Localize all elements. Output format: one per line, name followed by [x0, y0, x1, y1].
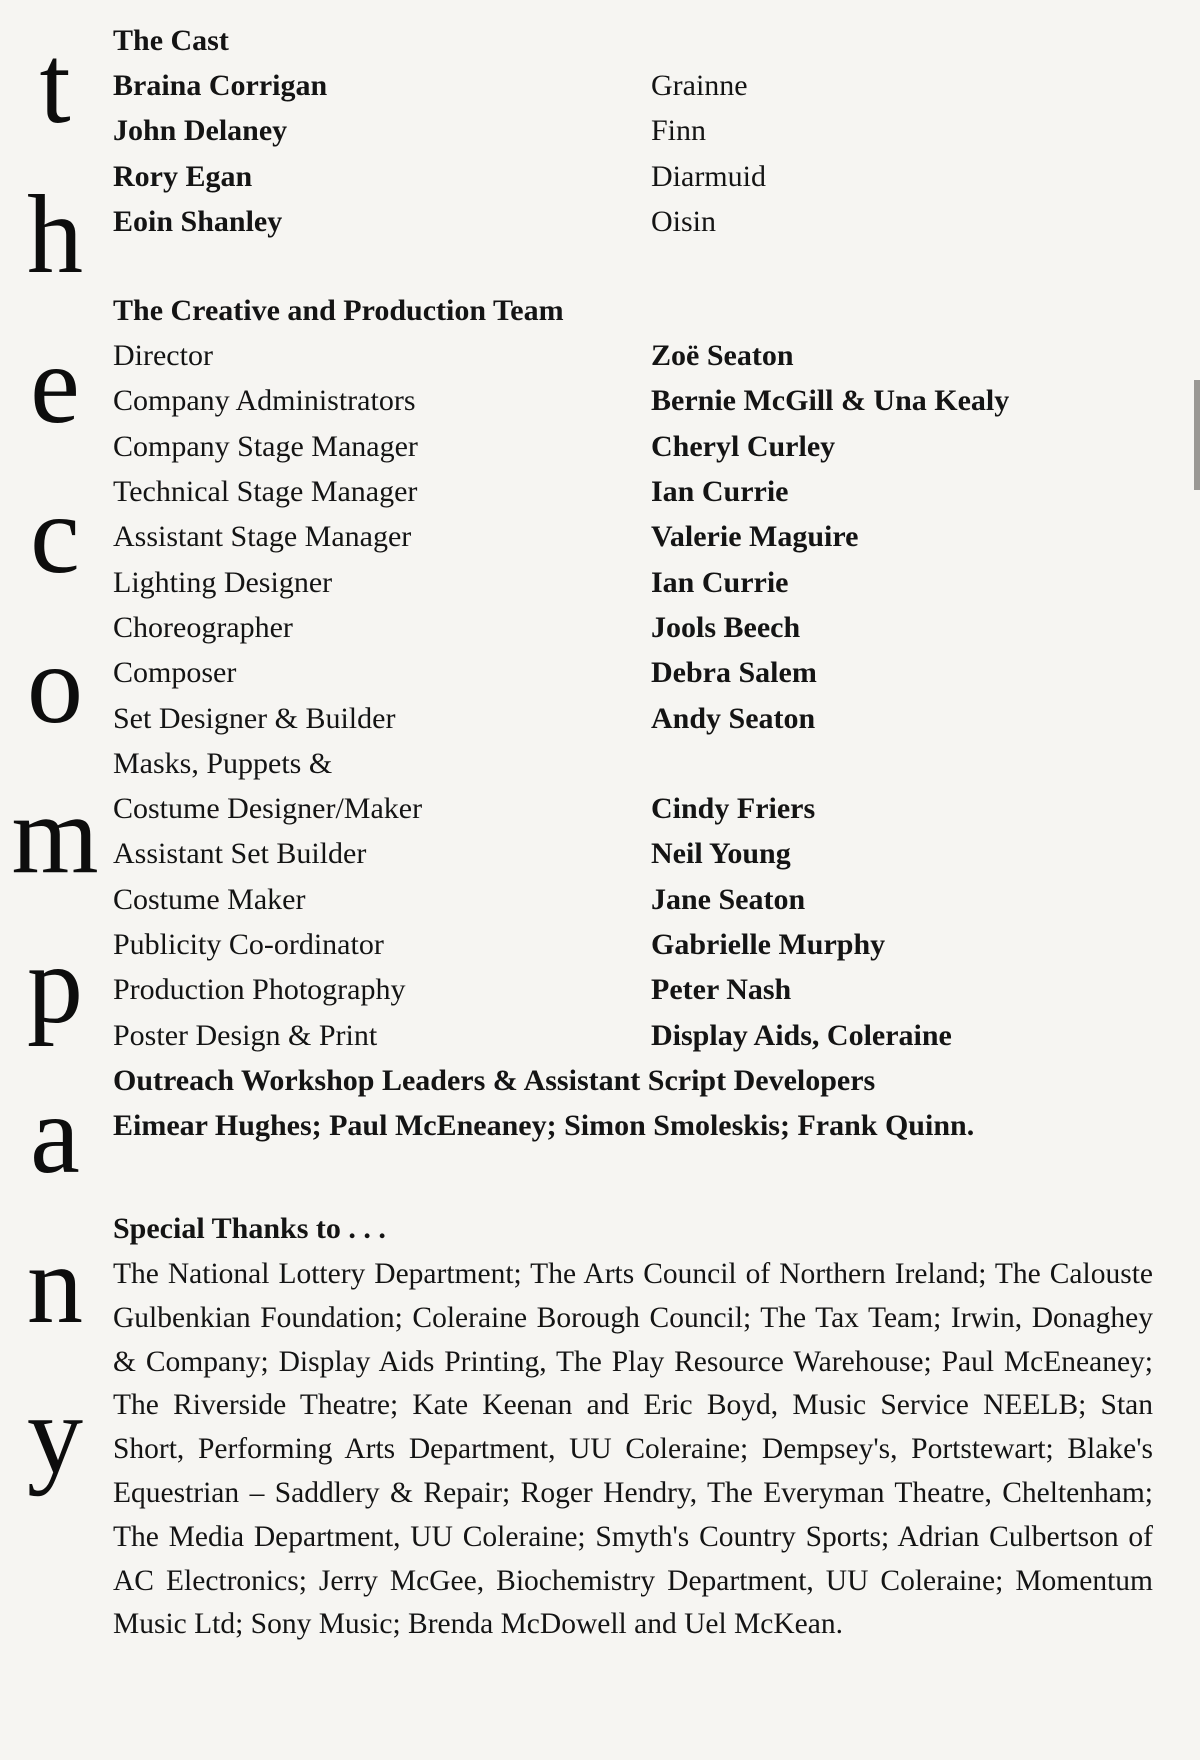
team-member-name: Ian Currie — [651, 475, 789, 509]
outreach-names: Eimear Hughes; Paul McEneaney; Simon Smoleskis; Frank Quinn. — [113, 1108, 975, 1142]
team-row — [113, 877, 1158, 922]
team-row — [113, 333, 1158, 378]
team-row — [113, 424, 1158, 469]
side-title-letter: y — [27, 1373, 83, 1497]
team-role: Assistant Set Builder — [113, 837, 367, 871]
team-member-name: Gabrielle Murphy — [651, 928, 886, 962]
side-title-the-company — [0, 10, 110, 1510]
team-member-name: Bernie McGill & Una Kealy — [651, 384, 1010, 418]
team-member-name: Neil Young — [651, 837, 791, 871]
team-row — [113, 696, 1158, 741]
cast-role: Grainne — [651, 69, 748, 102]
credits-content — [113, 18, 1158, 1647]
side-title-letter: p — [27, 923, 83, 1047]
team-role: Technical Stage Manager — [113, 475, 418, 509]
team-role: Masks, Puppets & — [113, 746, 333, 780]
team-role: Director — [113, 339, 213, 373]
side-title-letter: e — [30, 323, 80, 447]
team-member-name: Debra Salem — [651, 656, 817, 690]
team-member-name: Jools Beech — [651, 610, 801, 644]
team-role: Publicity Co-ordinator — [113, 928, 384, 962]
team-role: Production Photography — [113, 973, 406, 1007]
page-edge-shadow — [1194, 380, 1200, 490]
team-row — [113, 741, 1158, 786]
cast-actor: Braina Corrigan — [113, 69, 328, 102]
cast-list — [113, 63, 1158, 244]
team-role: Company Administrators — [113, 384, 416, 418]
cast-row — [113, 199, 1158, 244]
team-member-name: Jane Seaton — [651, 882, 806, 916]
thanks-heading: Special Thanks to . . . — [113, 1211, 386, 1245]
team-row — [113, 605, 1158, 650]
cast-actor: Eoin Shanley — [113, 204, 283, 238]
side-title-letter: t — [39, 23, 71, 147]
side-title-letter: c — [30, 473, 80, 597]
side-title-letter: a — [30, 1073, 80, 1197]
side-title-letter: o — [27, 623, 83, 747]
cast-role: Diarmuid — [651, 159, 766, 193]
team-row — [113, 378, 1158, 423]
team-row — [113, 967, 1158, 1012]
cast-actor: John Delaney — [113, 114, 288, 148]
side-title-letter: m — [11, 773, 99, 897]
team-heading: The Creative and Production Team — [113, 294, 564, 328]
team-role: Lighting Designer — [113, 565, 333, 599]
team-row — [113, 469, 1158, 514]
team-row — [113, 831, 1158, 876]
team-row — [113, 786, 1158, 831]
team-role: Company Stage Manager — [113, 429, 418, 463]
team-row — [113, 650, 1158, 695]
team-member-name: Cindy Friers — [651, 792, 816, 826]
outreach-heading: Outreach Workshop Leaders & Assistant Script Developers — [113, 1063, 876, 1097]
team-list — [113, 333, 1158, 1058]
cast-row — [113, 108, 1158, 153]
team-member-name: Cheryl Curley — [651, 429, 836, 463]
cast-row — [113, 63, 1158, 108]
team-member-name: Ian Currie — [651, 565, 789, 599]
team-member-name: Valerie Maguire — [651, 520, 859, 554]
team-role: Poster Design & Print — [113, 1018, 378, 1052]
team-member-name — [651, 741, 1158, 786]
team-member-name: Zoë Seaton — [651, 339, 794, 373]
team-role: Choreographer — [113, 610, 293, 644]
team-member-name: Peter Nash — [651, 973, 792, 1007]
team-member-name: Display Aids, Coleraine — [651, 1018, 952, 1052]
cast-actor: Rory Egan — [113, 159, 253, 193]
thanks-text: The National Lottery Department; The Arts Council of Northern Ireland; The Calouste Gulbenkian Foundation; Coleraine Borough Council; The Tax Team; Irwin, Donaghey & Company; Display Aids Printing, The Play Resource Warehouse; Paul McEneaney; The Riverside Theatre; Kate Keenan and Eric Boyd, Music Service NEELB; Stan Short, Performing Arts Department, UU Coleraine; Dempsey's, Portstewart; Blake's Equestrian – Saddlery & Repair; Roger Hendry, The Everyman Theatre, Cheltenham; The Media Department, UU Coleraine; Smyth's Country Sports; Adrian Culbertson of AC Electronics; Jerry McGee, Biochemistry Department, UU Coleraine; Momentum Music Ltd; Sony Music; Brenda McDowell and Uel McKean. — [113, 1257, 1153, 1641]
cast-role: Finn — [651, 114, 707, 148]
team-role: Set Designer & Builder — [113, 701, 396, 735]
team-role: Costume Maker — [113, 882, 306, 916]
team-row — [113, 922, 1158, 967]
team-member-name: Andy Seaton — [651, 701, 816, 735]
team-row — [113, 1013, 1158, 1058]
side-title-letter: h — [27, 173, 83, 297]
cast-role: Oisin — [651, 204, 717, 238]
team-role: Costume Designer/Maker — [113, 792, 423, 826]
team-role: Composer — [113, 656, 237, 690]
team-role: Assistant Stage Manager — [113, 520, 412, 554]
cast-row — [113, 154, 1158, 199]
team-row — [113, 514, 1158, 559]
team-row — [113, 560, 1158, 605]
side-title-letter: n — [27, 1223, 83, 1347]
cast-heading: The Cast — [113, 24, 229, 57]
